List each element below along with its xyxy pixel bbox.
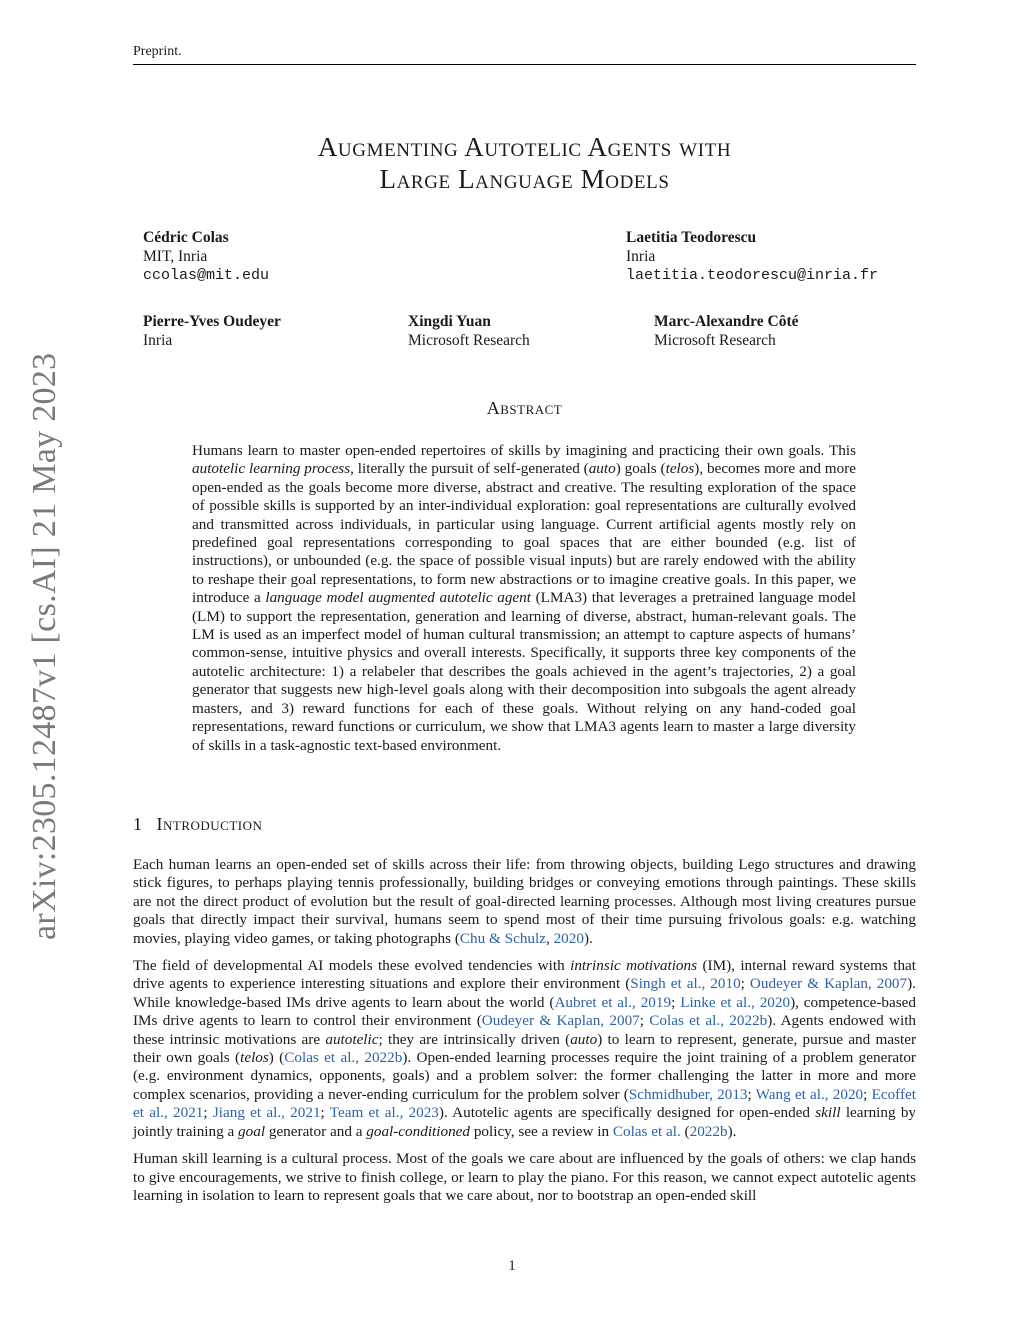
author-name: Pierre-Yves Oudeyer xyxy=(143,313,281,330)
citation-link[interactable]: Ecoffet et al., 2021 xyxy=(133,1085,916,1122)
page-number: 1 xyxy=(508,1258,516,1274)
citation-link[interactable]: Aubret et al., 2019 xyxy=(554,993,672,1011)
author-affiliation: MIT, Inria xyxy=(143,248,208,265)
paragraph: Each human learns an open-ended set of skills across their life: from throwing objects, building Lego structures and drawing stick figures, to perhaps playing tennis professionally, building bridges or conveying emotions through paintings. These skills are not the direct product of evolution but the result of goal-directed learning processes. Although most living creatures pursue goals that directly impact their survival, humans seem to spend most of their time pursuing frivolous goals: e.g. watching movies, playing video games, or taking photographs (Chu & Schulz, 2020). xyxy=(133,856,916,947)
citation-link[interactable]: Jiang et al., 2021 xyxy=(212,1104,321,1122)
author-name: Xingdi Yuan xyxy=(408,313,491,330)
citation-link[interactable]: Schmidhuber, 2013 xyxy=(628,1085,748,1103)
arxiv-identifier[interactable]: arXiv:2305.12487v1 [cs.AI] 21 May 2023 xyxy=(26,352,63,940)
author-name: Laetitia Teodorescu xyxy=(626,229,757,246)
author-affiliation: Microsoft Research xyxy=(654,332,776,349)
paragraph: The field of developmental AI models these evolved tendencies with intrinsic motivations (IM), internal reward systems that drive agents to experience interesting situations and explore their environment (Singh et al., 2010; Oudeyer & Kaplan, 2007). While knowledge-based IMs drive agents to learn about the world (Aubret et al., 2019; Linke et al., 2020), competence-based IMs drive agents to learn to control their environment (Oudeyer & Kaplan, 2007; Colas et al., 2022b). Agents endowed with these intrinsic motivations are autotelic; they are intrinsically driven (auto) to learn to represent, generate, pursue and master their own goals (telos) (Colas et al., 2022b). Open-ended learning processes require the joint training of a problem generator (e.g. environment dynamics, opponents, goals) and a problem solver: the former challenging the latter in more and more complex scenarios, providing a never-ending curriculum for the problem solver (Schmidhuber, 2013; Wang et al., 2020; Ecoffet et al., 2021; Jiang et al., 2021; Team et al., 2023). Autotelic agents are specifically designed for open-ended skill learning by jointly training a goal generator and a goal-conditioned policy, see a review in Colas et al. (2022b). xyxy=(133,957,917,1140)
body-text xyxy=(133,856,916,1214)
author-affiliation: Microsoft Research xyxy=(408,332,530,349)
author-block xyxy=(654,312,798,350)
abstract-text: Humans learn to master open-ended repertoires of skills by imagining and practicing their own goals. This autotelic learning process, literally the pursuit of self-generated (auto) goals (telos), becomes more and more open-ended as the goals become more diverse, abstract and creative. The resulting exploration of the space of possible skills is supported by an inter-individual exploration: goal representations are culturally evolved and transmitted across individuals, in particular using language. Current artificial agents mostly rely on predefined goal representations corresponding to goal spaces that are either bounded (e.g. list of instructions), or unbounded (e.g. the space of possible visual inputs) but are rarely endowed with the ability to reshape their goal representations, to form new abstractions or to imagine creative goals. In this paper, we introduce a language model augmented autotelic agent (LMA3) that leverages a pretrained language model (LM) to support the representation, generation and learning of diverse, abstract, human-relevant goals. The LM is used as an imperfect model of human cultural transmission; an attempt to capture aspects of humans’ common-sense, intuitive physics and overall interests. Specifically, it supports three key components of the autotelic architecture: 1) a relabeler that describes the goals achieved in the agent’s trajectories, 2) a goal generator that suggests new high-level goals along with their decomposition into subgoals the agent already masters, and 3) reward functions for each of these goals. Without relying on any hand-coded goal representations, reward functions or curriculum, we show that LMA3 agents learn to master a large diversity of skills in a task-agnostic text-based environment. xyxy=(192,442,856,754)
author-block xyxy=(626,228,878,285)
author-email[interactable]: laetitia.teodorescu@inria.fr xyxy=(626,267,879,284)
abstract-heading: Abstract xyxy=(486,398,563,418)
section-heading xyxy=(133,814,262,835)
author-email[interactable]: ccolas@mit.edu xyxy=(143,267,270,284)
citation-link[interactable]: Singh et al., 2010 xyxy=(630,975,741,993)
citation-link[interactable]: Colas et al., 2022b xyxy=(649,1012,768,1030)
citation-link[interactable]: Oudeyer & Kaplan, 2007 xyxy=(481,1012,640,1030)
paragraph: Human skill learning is a cultural process. Most of the goals we care about are influenced by the goals of others: we clap hands to give encouragements, we strive to finish college, or learn to play the piano. For this reason, we cannot expect autotelic agents learning in isolation to learn to represent goals that we care about, nor to bootstrap an open-ended skill xyxy=(133,1150,916,1204)
author-affiliation: Inria xyxy=(626,248,656,265)
citation-link[interactable]: Wang et al., 2020 xyxy=(755,1085,864,1103)
citation-link[interactable]: Team et al., 2023 xyxy=(329,1104,439,1122)
author-block xyxy=(143,312,281,350)
author-name: Cédric Colas xyxy=(143,229,229,246)
title-line-1: Augmenting Autotelic Agents with xyxy=(317,132,732,162)
citation-link[interactable]: Colas et al., 2022b xyxy=(284,1049,403,1067)
paper-title xyxy=(133,131,916,195)
section-title: Introduction xyxy=(156,814,263,834)
section-number: 1 xyxy=(133,814,143,834)
author-block xyxy=(408,312,530,350)
citation-link[interactable]: Chu & Schulz xyxy=(459,929,546,947)
author-name: Marc-Alexandre Côté xyxy=(654,313,799,330)
citation-link[interactable]: Linke et al., 2020 xyxy=(680,993,791,1011)
citation-link[interactable]: 2022b xyxy=(689,1122,728,1140)
author-block xyxy=(143,228,269,285)
citation-link[interactable]: Colas et al. xyxy=(612,1122,681,1140)
title-line-2: Large Language Models xyxy=(379,164,670,194)
citation-link[interactable]: 2020 xyxy=(553,929,584,947)
running-header: Preprint. xyxy=(133,44,916,65)
citation-link[interactable]: Oudeyer & Kaplan, 2007 xyxy=(749,975,908,993)
author-affiliation: Inria xyxy=(143,332,173,349)
